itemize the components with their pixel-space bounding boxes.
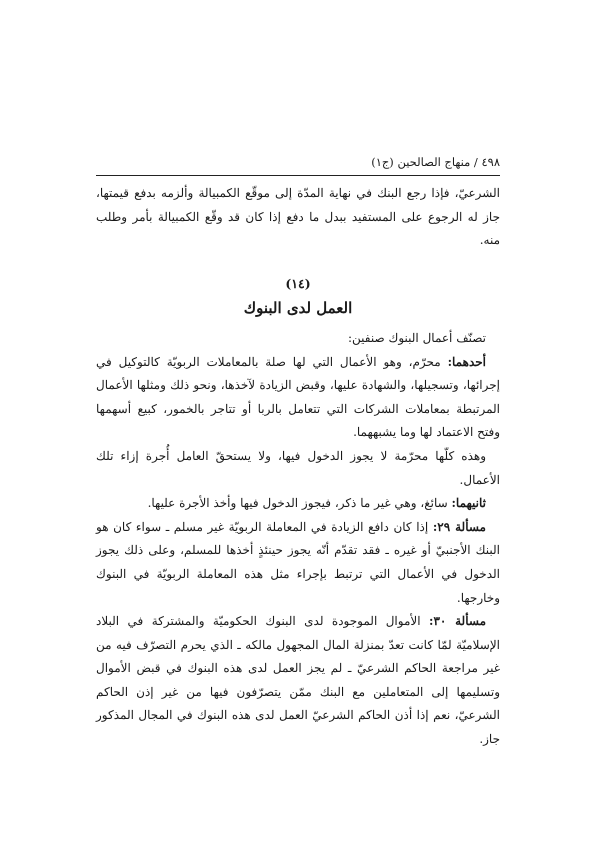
second-kind-text: سائغ، وهي غير ما ذكر، فيجوز الدخول فيها وأخذ الأجرة عليها. — [147, 496, 452, 511]
section-number: (١٤) — [285, 275, 311, 291]
first-kind-text: محرّم، وهو الأعمال التي لها صلة بالمعاملات الربويّة كالتوكيل في إجرائها، وتسجيلها، والشهادة عليها، وقبض الزيادة لآخذها، ونحو ذلك ومثلها الأعمال المرتبطة بمعاملات الشركات التي تتعامل بالربا أو تتاجر بالخمور، كبيع أسهمها وفتح الاعتماد لها وما يشبههما. — [96, 354, 500, 440]
paragraph-prohibition: وهذه كلّها محرّمة لا يجوز الدخول فيها، ولا يستحقّ العامل أُجرة إزاء تلك الأعمال. — [96, 448, 500, 487]
issue-29-lead: مسألة ٢٩: — [432, 519, 486, 534]
intro-paragraph: الشرعيّ، فإذا رجع البنك في نهاية المدّة إلى موقّع الكمبيالة وألزمه بدفع قيمتها، جاز له الرجوع على المستفيد ببدل ما دفع إذا كان قد وقّع الكمبيالة بأمر وطلب منه. — [96, 186, 500, 248]
issue-30-lead: مسألة ٣٠: — [429, 614, 486, 629]
paragraph-issue-30 — [96, 610, 500, 752]
section-title: العمل لدى البنوك — [243, 299, 353, 318]
issue-29-text: إذا كان دافع الزيادة في المعاملة الربويّة غير مسلم ـ سواء كان هو البنك الأجنبيّ أو غيره ـ فقد تقدّم أنّه يجوز حينئذٍ أخذها للمسلم، وعلى ذلك يجوز الدخول في الأعمال التي ترتبط بإجراء مثل هذه المعاملة الربويّة في البنوك وخارجها. — [96, 519, 500, 605]
paragraph-categories: تصنّف أعمال البنوك صنفين: — [347, 330, 486, 345]
second-kind-lead: ثانيهما: — [451, 496, 486, 511]
running-header: ٤٩٨ / منهاج الصالحين (ج١) — [371, 155, 500, 169]
paragraph-issue-29 — [96, 516, 500, 610]
paragraph-first-kind — [96, 351, 500, 445]
first-kind-lead: أحدهما: — [447, 354, 486, 369]
header-rule — [96, 175, 500, 176]
paragraph-second-kind — [96, 492, 500, 516]
page-body — [96, 182, 500, 752]
issue-30-text: الأموال الموجودة لدى البنوك الحكوميّة والمشتركة في البلاد الإسلاميّة لمّا كانت تعدّ بمنزلة المال المجهول مالكه ـ الذي يحرم التصرّف فيه من غير مراجعة الحاكم الشرعيّ ـ لم يجز العمل لدى هذه البنوك في قبض الأموال وتسليمها إلى المتعاملين مع البنك ممّن يتصرّفون فيها من غير إذن الحاكم الشرعيّ، نعم إذا أذن الحاكم الشرعيّ العمل لدى هذه البنوك في المجال المذكور جاز. — [96, 614, 500, 747]
